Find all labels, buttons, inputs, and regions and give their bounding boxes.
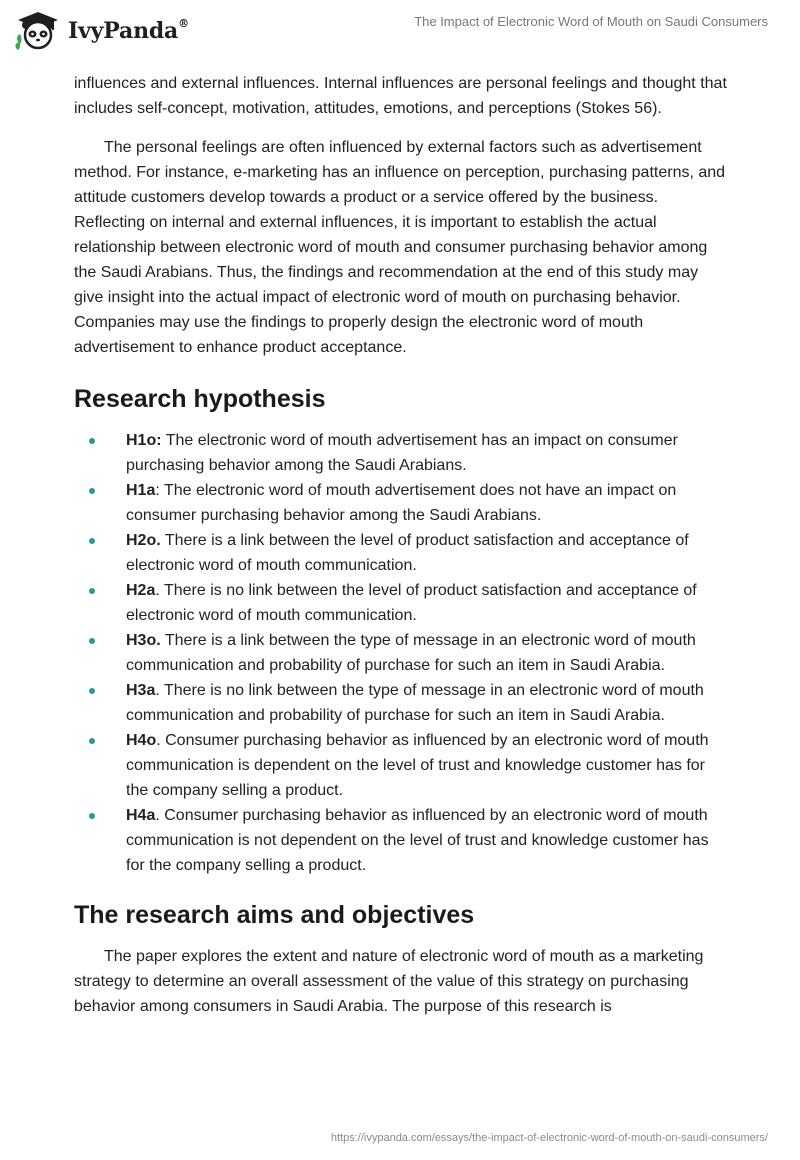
bullet-icon bbox=[89, 538, 95, 544]
paragraph-feelings: The personal feelings are often influenced by external factors such as advertisement method. For instance, e-marketing has an influence on perception, purchasing patterns, and attitude customers develop towards a product or a service offered by the business. Reflecting on internal and external influences, it is important to establish the actual relationship between electronic word of mouth and consumer purchasing behavior among the Saudi Arabians. Thus, the findings and recommendation at the end of this study may give insight into the actual impact of electronic word of mouth on purchasing behavior. Companies may use the findings to properly design the electronic word of mouth advertisement to enhance product acceptance. bbox=[74, 139, 726, 356]
hypothesis-text: . There is no link between the type of message in an electronic word of mouth communication and probability of purchase for such an item in Saudi Arabia. bbox=[126, 682, 704, 724]
hypothesis-item bbox=[74, 728, 730, 803]
hypothesis-text: : The electronic word of mouth advertisement does not have an impact on consumer purchasing behavior among the Saudi Arabians. bbox=[126, 482, 677, 524]
hypothesis-label: H3o. bbox=[126, 632, 161, 649]
heading-aims-objectives: The research aims and objectives bbox=[74, 901, 475, 929]
hypothesis-label: H1a bbox=[126, 482, 156, 499]
page-header bbox=[0, 0, 800, 70]
hypothesis-item bbox=[74, 803, 730, 878]
bullet-icon bbox=[89, 438, 95, 444]
hypothesis-text: . Consumer purchasing behavior as influenced by an electronic word of mouth communication is dependent on the level of trust and knowledge customer has for the company selling a product. bbox=[126, 732, 709, 799]
hypothesis-text: . Consumer purchasing behavior as influenced by an electronic word of mouth communication is not dependent on the level of trust and knowledge customer has for the company selling a product. bbox=[126, 807, 709, 874]
bullet-icon bbox=[89, 488, 95, 494]
paragraph-aims: The paper explores the extent and nature of electronic word of mouth as a marketing strategy to determine an overall assessment of the value of this strategy on purchasing behavior among consumers in Saudi Arabia. The purpose of this research is bbox=[74, 948, 704, 1015]
hypothesis-item bbox=[74, 628, 730, 678]
hypothesis-label: H2o. bbox=[126, 532, 161, 549]
heading-research-hypothesis: Research hypothesis bbox=[74, 385, 326, 413]
hypothesis-text: . There is no link between the level of product satisfaction and acceptance of electronic word of mouth communication. bbox=[126, 582, 697, 624]
bullet-icon bbox=[89, 688, 95, 694]
paragraph-intro: influences and external influences. Internal influences are personal feelings and thought that includes self-concept, motivation, attitudes, emotions, and perceptions (Stokes 56). bbox=[74, 75, 727, 117]
bullet-icon bbox=[89, 588, 95, 594]
hypothesis-item bbox=[74, 578, 730, 628]
logo-wordmark: IvyPanda® bbox=[68, 16, 189, 44]
bullet-icon bbox=[89, 813, 95, 819]
hypothesis-text: There is a link between the type of message in an electronic word of mouth communication and probability of purchase for such an item in Saudi Arabia. bbox=[126, 632, 696, 674]
hypothesis-item bbox=[74, 528, 730, 578]
hypothesis-item bbox=[74, 678, 730, 728]
hypothesis-list bbox=[74, 428, 730, 878]
bullet-icon bbox=[89, 738, 95, 744]
hypothesis-label: H2a bbox=[126, 582, 156, 599]
source-url-link[interactable]: https://ivypanda.com/essays/the-impact-of-electronic-word-of-mouth-on-saudi-consumers/ bbox=[330, 1132, 768, 1144]
document-title: The Impact of Electronic Word of Mouth on Saudi Consumers bbox=[414, 14, 768, 29]
ivypanda-logo[interactable] bbox=[14, 10, 189, 52]
hypothesis-item bbox=[74, 478, 730, 528]
essay-content bbox=[74, 71, 730, 1019]
bullet-icon bbox=[89, 638, 95, 644]
hypothesis-item bbox=[74, 428, 730, 478]
hypothesis-label: H4a bbox=[126, 807, 156, 824]
hypothesis-text: The electronic word of mouth advertisement has an impact on consumer purchasing behavior among the Saudi Arabians. bbox=[126, 432, 678, 474]
hypothesis-label: H1o: bbox=[126, 432, 162, 449]
hypothesis-label: H4o bbox=[126, 732, 157, 749]
hypothesis-text: There is a link between the level of product satisfaction and acceptance of electronic word of mouth communication. bbox=[126, 532, 689, 574]
panda-logo-icon bbox=[14, 10, 62, 52]
hypothesis-label: H3a bbox=[126, 682, 156, 699]
